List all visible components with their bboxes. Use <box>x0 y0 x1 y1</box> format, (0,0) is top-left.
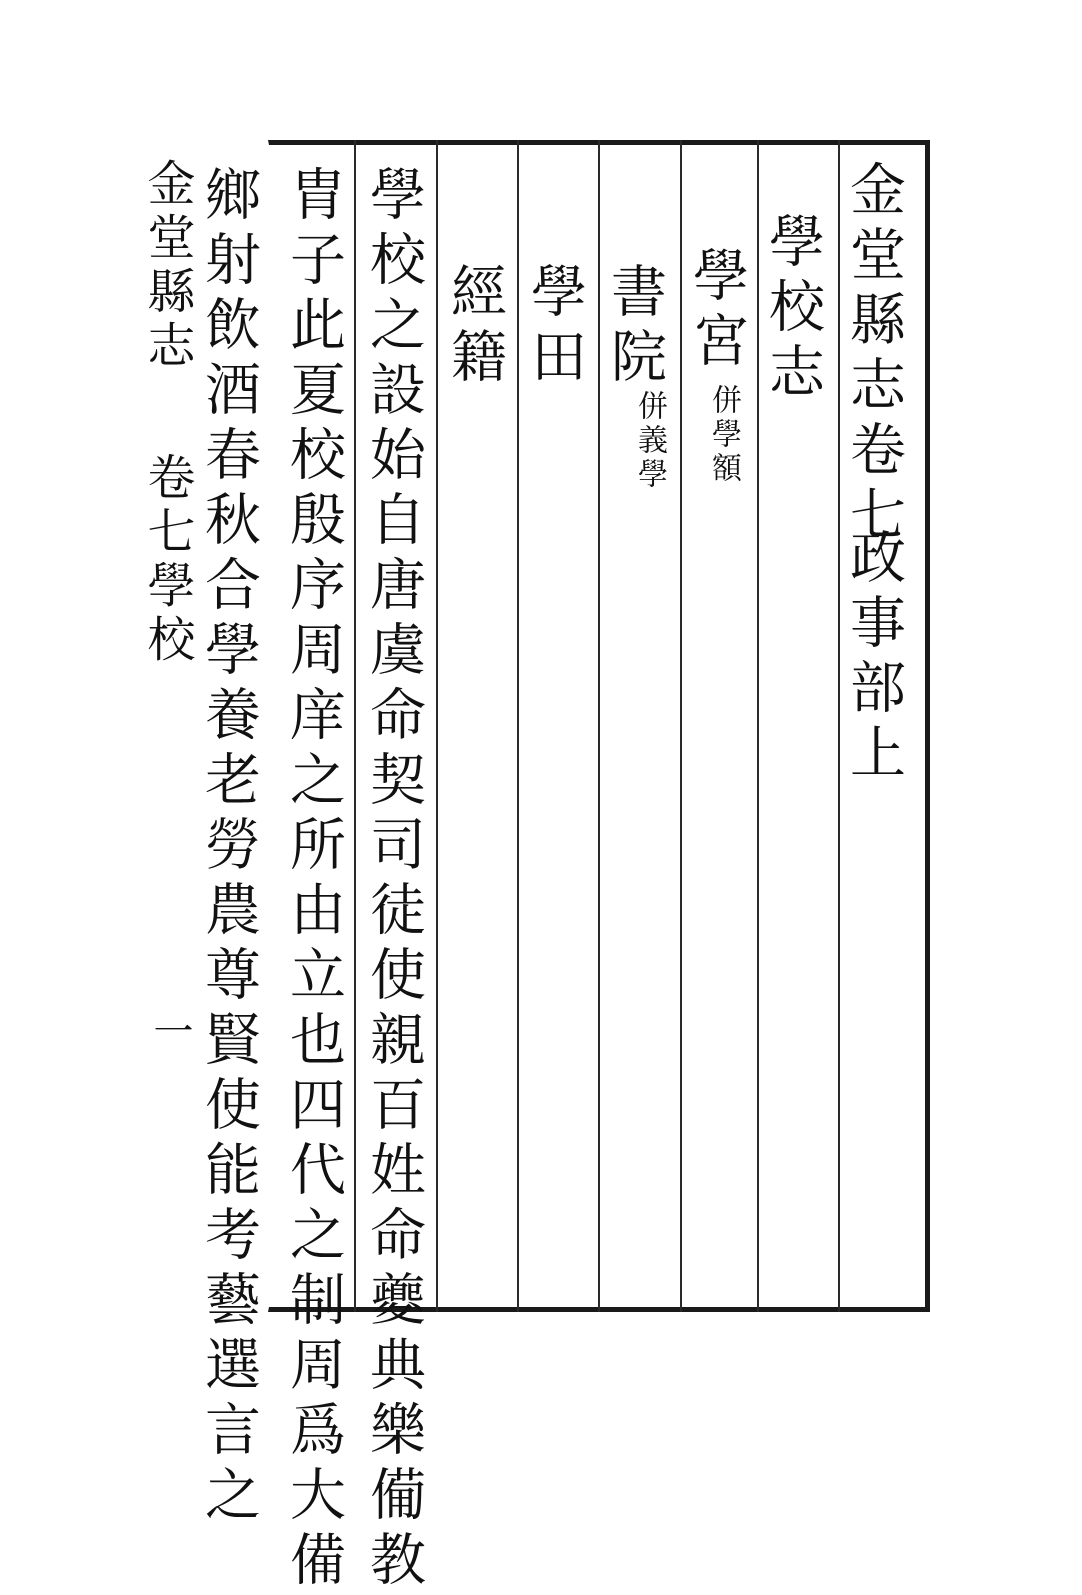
heading-note: 併學額 <box>706 384 741 486</box>
heading-private-academy: 書院 <box>602 262 667 392</box>
column-rule <box>517 140 519 1312</box>
body-text-line: 學校之設始自唐虞命契司徒使親百姓命夔典樂僃教 <box>361 165 426 1595</box>
fore-edge-title: 金堂縣志 <box>139 158 195 374</box>
page-number: 一 <box>147 1010 193 1050</box>
column-rule <box>680 140 682 1312</box>
heading-school-fields: 學田 <box>522 262 587 392</box>
section-title: 政事部上 <box>841 528 906 788</box>
column-rule <box>354 140 356 1312</box>
book-title: 金堂縣志卷七 <box>841 160 906 550</box>
heading-note: 併義學 <box>632 390 667 492</box>
column-rule <box>838 140 840 1312</box>
body-text-line: 胄子此夏校殷序周庠之所由立也四代之制周爲大備 <box>281 165 346 1595</box>
column-rule <box>757 140 759 1312</box>
fore-edge-volume: 卷七學校 <box>139 452 195 668</box>
heading-classics: 經籍 <box>442 262 507 392</box>
heading-academy-temple: 學宮 <box>684 246 749 376</box>
heading-school-gazetteer: 學校志 <box>760 212 825 407</box>
body-text-line: 鄉射飲酒春秋合學養老勞農尊賢使能考藝選言之 <box>196 165 261 1530</box>
column-rule <box>598 140 600 1312</box>
column-rule <box>436 140 438 1312</box>
